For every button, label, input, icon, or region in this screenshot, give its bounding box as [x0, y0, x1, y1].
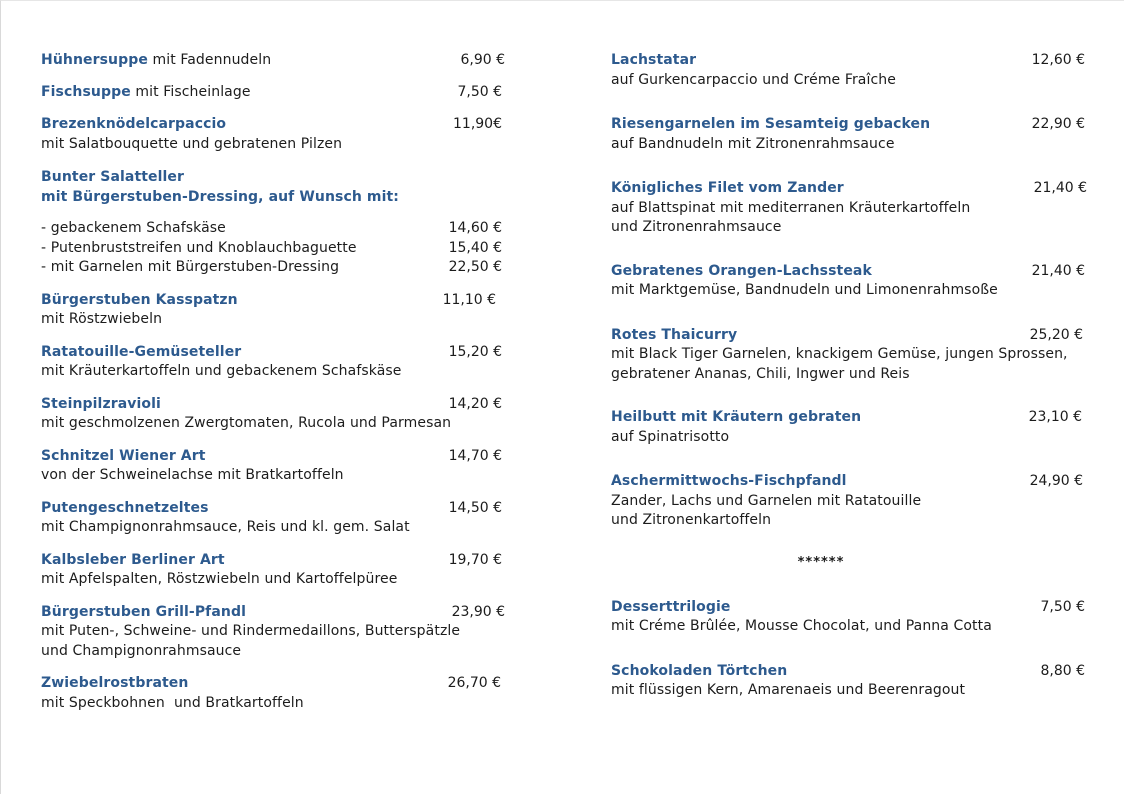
menu-item — [41, 499, 511, 538]
option-price: 14,60 € — [448, 220, 502, 236]
dish-price: 11,10 € — [442, 291, 496, 308]
dish-price: 12,60 € — [1031, 52, 1085, 68]
menu-column-right — [611, 51, 1091, 701]
dish-description: mit Röstzwiebeln — [41, 311, 163, 327]
dish-description: mit Puten-, Schweine- und Rindermedaillons, Butterspätzle — [41, 623, 461, 639]
menu-item — [611, 662, 1091, 701]
menu-item — [41, 603, 511, 662]
dish-description: und Zitronenkartoffeln — [611, 512, 772, 528]
option-text: - Putenbruststreifen und Knoblauchbaguette — [41, 239, 357, 256]
dish-name: Heilbutt mit Kräutern gebraten — [611, 409, 862, 425]
menu-item — [41, 343, 511, 382]
menu-item — [611, 472, 1091, 531]
dish-name: Desserttrilogie — [611, 598, 731, 615]
dish-name: Lachstatar — [611, 52, 697, 68]
dish-description: mit Marktgemüse, Bandnudeln und Limonenrahmsoße — [611, 282, 998, 298]
dish-description: Zander, Lachs und Garnelen mit Ratatouille — [611, 492, 922, 509]
menu-item — [611, 262, 1091, 301]
option-list — [41, 219, 511, 278]
dish-price: 6,90 € — [460, 52, 505, 68]
dish-description: mit Salatbouquette und gebratenen Pilzen — [41, 135, 343, 152]
dish-name: Fischsuppe — [41, 83, 131, 100]
menu-item — [611, 326, 1091, 385]
dish-name: Putengeschnetzeltes — [41, 499, 209, 516]
dish-price: 14,70 € — [448, 447, 502, 464]
option-item — [41, 239, 511, 259]
menu-item — [611, 179, 1091, 238]
dish-description: mit Champignonrahmsauce, Reis und kl. gem. Salat — [41, 519, 410, 535]
dish-price: 24,90 € — [1029, 473, 1083, 489]
dish-description: auf Spinatrisotto — [611, 428, 730, 445]
dish-price: 25,20 € — [1029, 326, 1083, 343]
dish-name: Ratatouille-Gemüseteller — [41, 343, 242, 360]
dish-name: Schokoladen Törtchen — [611, 662, 788, 679]
dish-name: Bunter Salatteller — [41, 169, 185, 185]
option-text: - mit Garnelen mit Bürgerstuben-Dressing — [41, 259, 340, 275]
dish-description: mit geschmolzenen Zwergtomaten, Rucola und Parmesan — [41, 415, 452, 431]
dish-name: Zwiebelrostbraten — [41, 675, 189, 691]
dish-description: und Zitronenrahmsauce — [611, 219, 782, 235]
dish-description: mit Fischeinlage — [130, 83, 251, 100]
dish-description: gebratener Ananas, Chili, Ingwer und Reis — [611, 365, 910, 382]
dish-name: Bürgerstuben Grill-Pfandl — [41, 603, 247, 620]
dish-description: mit Créme Brûlée, Mousse Chocolat, und Panna Cotta — [611, 618, 992, 634]
dish-description: mit flüssigen Kern, Amarenaeis und Beerenragout — [611, 682, 966, 698]
menu-item — [611, 598, 1091, 637]
dish-name: Königliches Filet vom Zander — [611, 180, 844, 196]
dish-description: auf Gurkencarpaccio und Créme Fraîche — [611, 71, 896, 88]
menu-item — [41, 83, 511, 103]
menu-item — [611, 408, 1091, 447]
dish-name: Rotes Thaicurry — [611, 326, 738, 343]
dish-description: mit Apfelspalten, Röstzwiebeln und Kartoffelpüree — [41, 571, 398, 587]
menu-column-left — [41, 51, 511, 713]
menu-item — [41, 551, 511, 590]
dish-description: mit Fadennudeln — [147, 52, 272, 68]
menu-item — [611, 115, 1091, 154]
dish-price: 21,40 € — [1031, 262, 1085, 279]
dish-price: 23,90 € — [451, 603, 505, 620]
dish-name: Kalbsleber Berliner Art — [41, 551, 225, 568]
option-item — [41, 258, 511, 278]
dish-price: 8,80 € — [1040, 662, 1085, 679]
dish-name: Steinpilzravioli — [41, 395, 161, 412]
dish-price: 15,20 € — [448, 343, 502, 360]
dish-description: mit Black Tiger Garnelen, knackigem Gemüse, jungen Sprossen, — [611, 346, 1068, 362]
menu-item — [41, 674, 511, 713]
dish-name: Riesengarnelen im Sesamteig gebacken — [611, 116, 931, 132]
dish-description: mit Kräuterkartoffeln und gebackenem Schafskäse — [41, 363, 402, 379]
dish-price: 26,70 € — [447, 675, 501, 691]
dish-price: 11,90€ — [453, 116, 502, 132]
dish-price: 14,50 € — [448, 499, 502, 516]
dish-price: 23,10 € — [1028, 409, 1082, 425]
dish-name: Aschermittwochs-Fischpfandl — [611, 473, 847, 489]
dish-description: auf Blattspinat mit mediterranen Kräuterkartoffeln — [611, 199, 971, 216]
dish-description: von der Schweinelachse mit Bratkartoffeln — [41, 467, 344, 483]
menu-item — [41, 168, 511, 207]
dish-description: und Champignonrahmsauce — [41, 642, 242, 659]
menu-item — [41, 395, 511, 434]
menu-item — [41, 291, 511, 330]
dish-name: Schnitzel Wiener Art — [41, 447, 206, 464]
option-text: - gebackenem Schafskäse — [41, 220, 226, 236]
dish-name: Gebratenes Orangen-Lachssteak — [611, 262, 872, 279]
dish-name: Brezenknödelcarpaccio — [41, 116, 227, 132]
menu-item — [41, 51, 511, 71]
dish-price: 19,70 € — [448, 551, 502, 568]
dish-description: auf Bandnudeln mit Zitronenrahmsauce — [611, 135, 895, 152]
dish-price: 7,50 € — [457, 83, 502, 100]
dish-name: Bürgerstuben Kasspatzn — [41, 291, 238, 308]
option-price: 22,50 € — [448, 259, 502, 275]
menu-item — [41, 447, 511, 486]
dish-price: 7,50 € — [1040, 598, 1085, 615]
option-item — [41, 219, 511, 239]
dish-name: mit Bürgerstuben-Dressing, auf Wunsch mit: — [41, 188, 399, 205]
option-price: 15,40 € — [448, 239, 502, 256]
dish-price: 22,90 € — [1031, 116, 1085, 132]
dish-price: 14,20 € — [448, 395, 502, 412]
menu-item — [611, 51, 1091, 90]
menu-item — [41, 115, 511, 154]
dish-name: Hühnersuppe — [41, 52, 148, 68]
dish-description: mit Speckbohnen und Bratkartoffeln — [41, 694, 304, 711]
dish-price: 21,40 € — [1033, 180, 1087, 196]
section-separator: ****** — [797, 554, 845, 570]
